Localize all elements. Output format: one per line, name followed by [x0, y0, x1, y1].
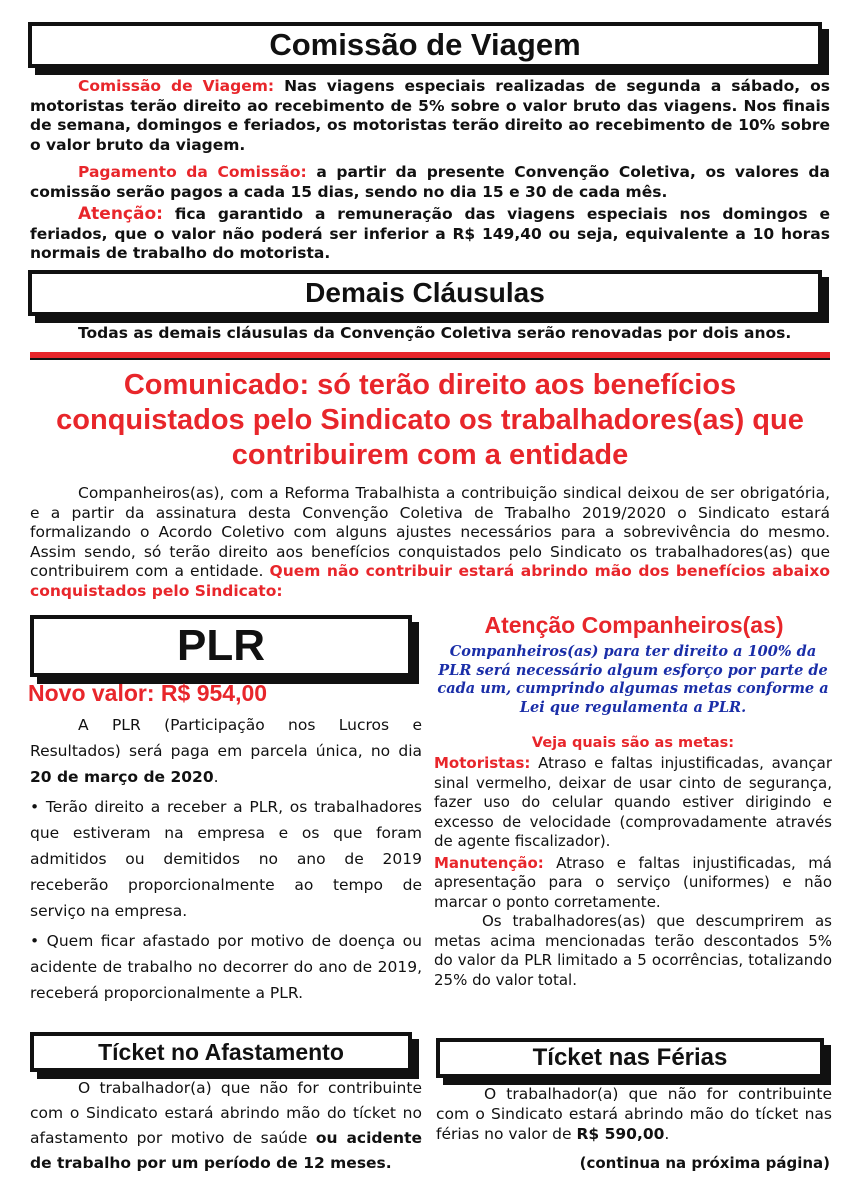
demais-text: Todas as demais cláusulas da Convenção Coletiva serão renovadas por dois anos.: [78, 324, 792, 342]
comunicado-paragraph: Companheiros(as), com a Reforma Trabalhista a contribuição sindical deixou de ser obrigatória, e a partir da assinatura desta Convenção Coletiva de Trabalho 2019/2020 o Sindicato estará formalizando o Acordo Coletivo com alguns ajustes necessários para a sobrevivência do mesmo. Assim sendo, só terão direito aos benefícios conquistados pelo Sindicato os trabalhadores(as) que contribuirem com a entidade. Quem não contribuir estará abrindo mão dos benefícios abaixo conquistados pelo Sindicato:: [30, 484, 830, 600]
ferias-paragraph: O trabalhador(a) que não for contribuinte com o Sindicato estará abrindo mão do tícket nas férias no valor de R$ 590,00.: [436, 1085, 832, 1143]
descontos-paragraph: Os trabalhadores(as) que descumprirem as metas acima mencionadas terão descontados 5% do valor da PLR limitado a 5 ocorrências, totalizando 25% do valor total.: [434, 912, 832, 989]
section-title-plr-text: PLR: [177, 621, 265, 670]
red-divider: [30, 352, 830, 360]
afastamento-paragraph: O trabalhador(a) que não for contribuinte com o Sindicato estará abrindo mão do tícket no afastamento por motivo de saúde ou acidente de trabalho por um período de 12 meses.: [30, 1079, 422, 1172]
section-title-plr: [30, 615, 412, 677]
section-title-afastamento-text: Tícket no Afastamento: [98, 1039, 344, 1065]
section-title-ferias: [436, 1038, 824, 1078]
section-title-comissao: [28, 22, 822, 68]
comissao-label: Comissão de Viagem:: [78, 77, 275, 95]
atencao-label: Atenção:: [78, 204, 163, 224]
plr-novo-valor: Novo valor: R$ 954,00: [28, 680, 268, 706]
comunicado-warning: Quem não contribuir estará abrindo mão dos benefícios abaixo conquistados pelo Sindicato:: [30, 562, 830, 600]
continua-note: (continua na próxima página): [579, 1154, 830, 1172]
comissao-paragraph-3: Atenção: fica garantido a remuneração das viagens especiais nos domingos e feriados, que o valor não poderá ser inferior a R$ 149,40 ou seja, equivalente a 10 horas normais de trabalho do motorista.: [30, 204, 830, 262]
motoristas-label: Motoristas:: [434, 754, 531, 772]
atencao-intro: Companheiros(as) para ter direito a 100% da PLR será necessário algum esforço por parte de cada um, cumprindo algumas metas conforme a Lei que regulamenta a PLR.: [437, 643, 829, 716]
comunicado-headline: Comunicado: só terão direito aos benefícios conquistados pelo Sindicato os trabalhadores(as) que contribuirem com a entidade: [56, 369, 804, 471]
pagamento-label: Pagamento da Comissão:: [78, 163, 307, 181]
manutencao-label: Manutenção:: [434, 853, 544, 872]
plr-body: [30, 712, 422, 1006]
section-title-demais-text: Demais Cláusulas: [305, 277, 545, 308]
plr-bullet-1: • Terão direito a receber a PLR, os trabalhadores que estiveram na empresa e os que foram admitidos ou demitidos no ano de 2019 receberão proporcionalmente ao tempo de serviço na empresa.: [30, 798, 422, 920]
section-title-afastamento: [30, 1032, 412, 1072]
plr-bullet-2: • Quem ficar afastado por motivo de doença ou acidente de trabalho no decorrer do ano de 2019, receberá proporcionalmente a PLR.: [30, 932, 422, 1002]
plr-paragraph-1: A PLR (Participação nos Lucros e Resultados) será paga em parcela única, no dia 20 de março de 2020.: [30, 716, 422, 786]
atencao-title: Atenção Companheiros(as): [484, 612, 784, 638]
section-title-demais: [28, 270, 822, 316]
atencao-metas-label: Veja quais são as metas:: [531, 735, 735, 751]
section-title-ferias-text: Tícket nas Férias: [532, 1044, 728, 1071]
plr-date: 20 de março de 2020: [30, 768, 214, 786]
ferias-value: R$ 590,00: [576, 1125, 665, 1143]
motoristas-paragraph: Motoristas: Atraso e faltas injustificadas, avançar sinal vermelho, deixar de usar cinto de segurança, fazer uso do celular quando estiver dirigindo e excesso de velocidade (comprovadamente através de agente fiscalizador).: [434, 754, 832, 850]
manutencao-paragraph: Manutenção: Atraso e faltas injustificadas, má apresentação para o serviço (uniformes) e não marcar o ponto corretamente.: [434, 853, 832, 911]
section-title-comissao-text: Comissão de Viagem: [269, 27, 581, 62]
atencao-body: [434, 754, 832, 990]
comissao-paragraph-2: Pagamento da Comissão: a partir da presente Convenção Coletiva, os valores da comissão serão pagos a cada 15 dias, sendo no dia 15 e 30 de cada mês.: [30, 163, 830, 201]
comissao-paragraph-1: Comissão de Viagem: Nas viagens especiais realizadas de segunda a sábado, os motoristas terão direito ao recebimento de 5% sobre o valor bruto das viagens. Nos finais de semana, domingos e feriados, os motoristas terão direito ao recebimento de 10% sobre o valor bruto da viagem.: [30, 77, 830, 154]
